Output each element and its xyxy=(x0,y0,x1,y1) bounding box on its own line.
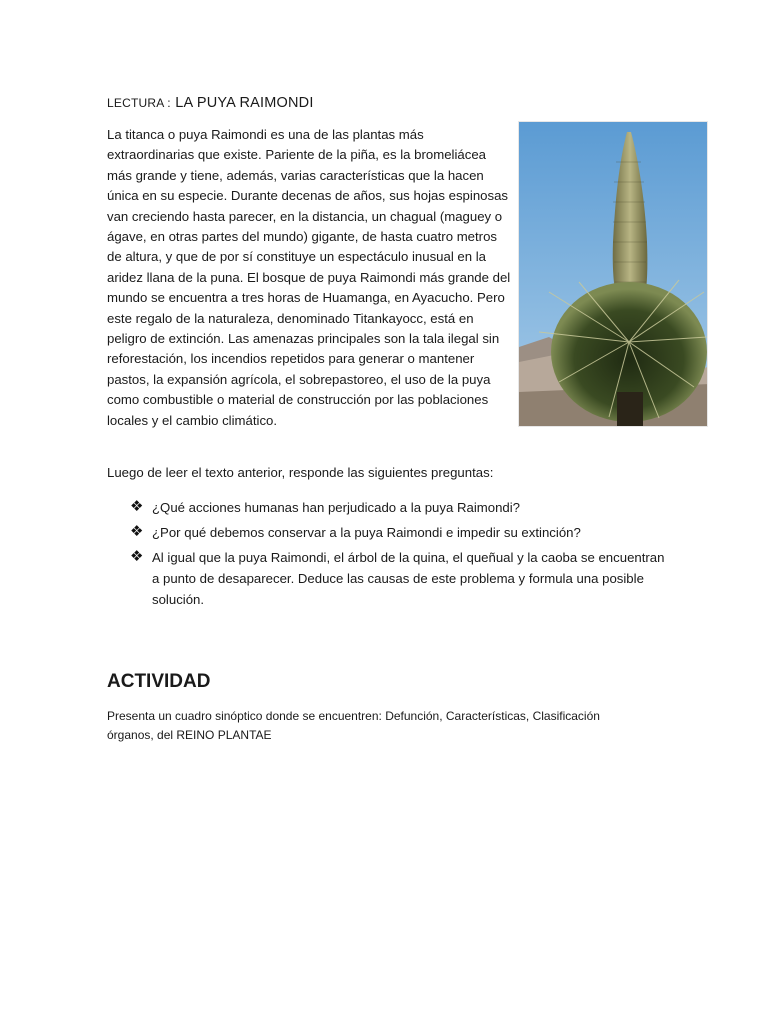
question-item xyxy=(130,522,670,543)
activity-instructions: Presenta un cuadro sinóptico donde se encuentren: Defunción, Características, Clasificación órganos, del REINO PLANTAE xyxy=(107,709,600,742)
diamond-bullet-icon: ❖ xyxy=(130,498,144,515)
question-text: Al igual que la puya Raimondi, el árbol de la quina, el queñual y la caoba se encuentran a punto de desaparecer. Deduce las causas de este problema y formula una posible solución. xyxy=(152,550,665,607)
question-item xyxy=(130,547,670,610)
title-main: LA PUYA RAIMONDI xyxy=(175,95,314,111)
question-text: ¿Qué acciones humanas han perjudicado a la puya Raimondi? xyxy=(152,500,521,515)
reading-title xyxy=(107,94,314,112)
questions-intro: Luego de leer el texto anterior, responde las siguientes preguntas: xyxy=(107,465,494,480)
reading-paragraph: La titanca o puya Raimondi es una de las plantas más extraordinarias que existe. Pariente de la piña, es la bromeliácea más grande y tiene, además, varias características que la hacen única en su especie. Durante decenas de años, sus hojas espinosas van creciendo hasta parecer, en la distancia, un chagual (maguey o ágave, en otras partes del mundo) gigante, de hasta cuatro metros de altura, y que de por sí constituye un espectáculo inusual en la aridez llana de la puna. El bosque de puya Raimondi más grande del mundo se encuentra a tres horas de Huamanga, en Ayacucho. Pero este regalo de la naturaleza, denominado Titankayocc, está en peligro de extinción. Las amenazas principales son la tala ilegal sin reforestación, los incendios repetidos para generar o mantener pastos, la expansión agrícola, el sobrepastoreo, el uso de la puya como combustible o material de construcción por las poblaciones locales y el cambio climático. xyxy=(107,127,511,428)
title-prefix: LECTURA : xyxy=(107,96,171,110)
question-item xyxy=(130,497,670,518)
diamond-bullet-icon: ❖ xyxy=(130,523,144,540)
question-text: ¿Por qué debemos conservar a la puya Raimondi e impedir su extinción? xyxy=(152,525,581,540)
questions-list xyxy=(130,497,670,614)
diamond-bullet-icon: ❖ xyxy=(130,548,144,565)
activity-heading: ACTIVIDAD xyxy=(107,671,211,692)
puya-raimondi-photo xyxy=(518,121,708,427)
